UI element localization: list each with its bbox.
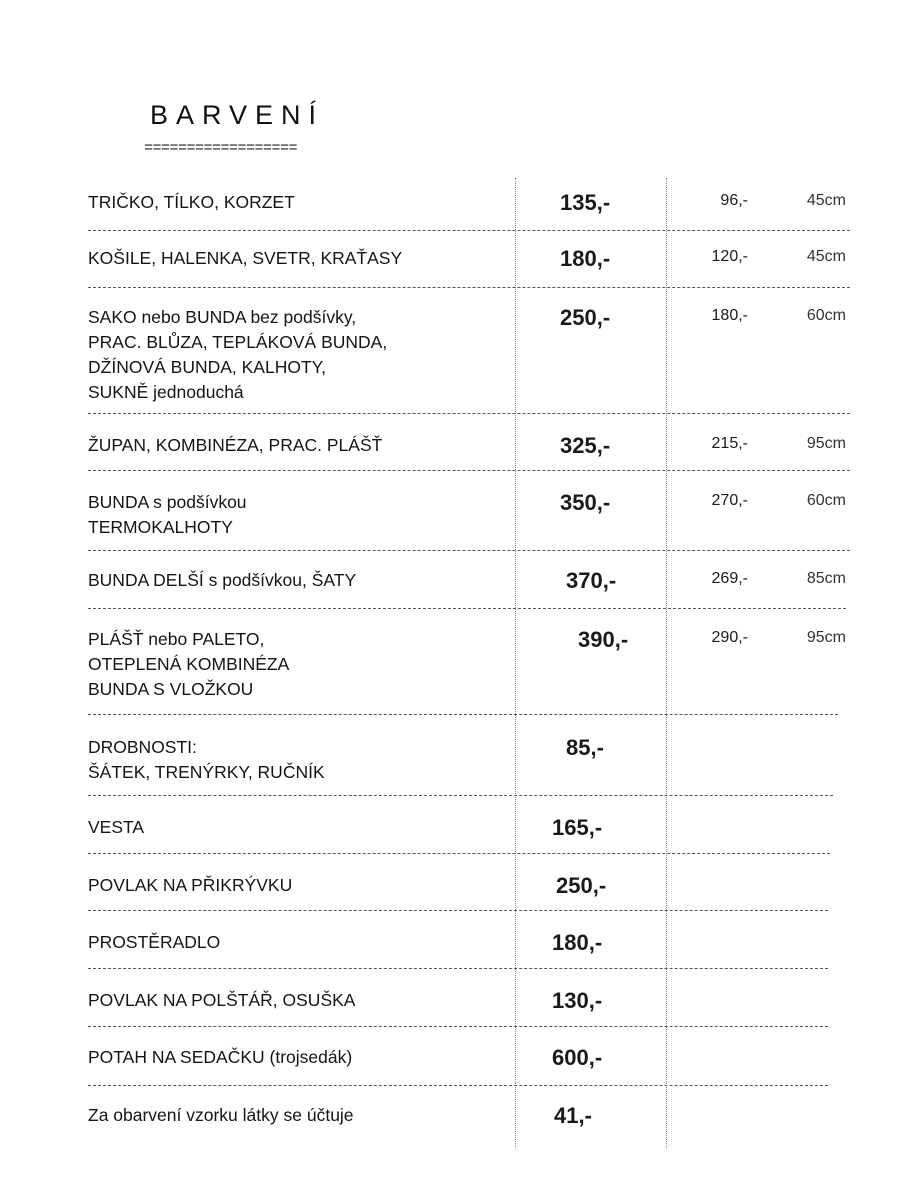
item-name-line: Za obarvení vzorku látky se účtuje xyxy=(88,1105,354,1125)
item-name-line: BUNDA DELŠÍ s podšívkou, ŠATY xyxy=(88,570,357,590)
item-name-line: PLÁŠŤ nebo PALETO, xyxy=(88,629,265,649)
item-price: 135,- xyxy=(560,190,611,215)
item-price: 180,- xyxy=(552,930,603,955)
column-divider-left xyxy=(515,178,516,1148)
item-price: 370,- xyxy=(566,568,617,593)
item-name-line: OTEPLENÁ KOMBINÉZA xyxy=(88,654,290,674)
title-underline: ================== xyxy=(144,140,298,157)
row-separator xyxy=(88,968,828,969)
item-size: 45cm xyxy=(806,192,846,209)
item-name xyxy=(88,988,355,1013)
row-separator xyxy=(88,230,850,231)
item-name xyxy=(88,735,325,785)
item-secondary-price: 120,- xyxy=(711,248,748,265)
item-name-line: TERMOKALHOTY xyxy=(88,517,233,537)
item-size: 85cm xyxy=(806,570,846,587)
item-name xyxy=(88,815,144,840)
row-separator xyxy=(88,1026,828,1027)
item-secondary-price: 290,- xyxy=(711,629,748,646)
item-secondary-price: 269,- xyxy=(711,570,748,587)
item-name-line: PRAC. BLŮZA, TEPLÁKOVÁ BUNDA, xyxy=(88,332,388,352)
item-name xyxy=(88,568,356,593)
item-name-line: VESTA xyxy=(88,817,145,837)
item-size: 60cm xyxy=(806,492,846,509)
item-name-line: ŠÁTEK, TRENÝRKY, RUČNÍK xyxy=(88,762,325,782)
item-secondary-price: 270,- xyxy=(711,492,748,509)
item-name-line: BUNDA S VLOŽKOU xyxy=(88,679,254,699)
item-price: 600,- xyxy=(552,1045,603,1070)
item-name-line: DŽÍNOVÁ BUNDA, KALHOTY, xyxy=(88,357,326,377)
page-title: BARVENÍ xyxy=(150,100,325,130)
item-size: 60cm xyxy=(806,307,846,324)
row-separator xyxy=(88,795,833,796)
item-name-line: POVLAK NA POLŠTÁŘ, OSUŠKA xyxy=(88,990,356,1010)
item-name-line: BUNDA s podšívkou xyxy=(88,492,247,512)
item-price: 250,- xyxy=(560,305,611,330)
item-name-line: PROSTĚRADLO xyxy=(88,932,221,952)
item-name-line: POVLAK NA PŘIKRÝVKU xyxy=(88,875,293,895)
item-name-line: KOŠILE, HALENKA, SVETR, KRAŤASY xyxy=(88,248,403,268)
row-separator xyxy=(88,287,850,288)
item-name xyxy=(88,1103,354,1128)
item-name xyxy=(88,873,292,898)
item-secondary-price: 215,- xyxy=(711,435,748,452)
item-price: 390,- xyxy=(578,627,629,652)
item-name-line: ŽUPAN, KOMBINÉZA, PRAC. PLÁŠŤ xyxy=(88,435,383,455)
item-price: 41,- xyxy=(554,1103,592,1128)
row-separator xyxy=(88,910,828,911)
item-secondary-price: 96,- xyxy=(720,192,748,209)
item-name xyxy=(88,1045,352,1070)
item-name-line: SUKNĚ jednoduchá xyxy=(88,382,244,402)
item-name-line: SAKO nebo BUNDA bez podšívky, xyxy=(88,307,357,327)
item-price: 130,- xyxy=(552,988,603,1013)
item-price: 165,- xyxy=(552,815,603,840)
item-name xyxy=(88,930,220,955)
item-name-line: POTAH NA SEDAČKU (trojsedák) xyxy=(88,1047,353,1067)
item-size: 45cm xyxy=(806,248,846,265)
item-name xyxy=(88,190,295,215)
item-name-line: DROBNOSTI: xyxy=(88,737,197,757)
item-size: 95cm xyxy=(806,629,846,646)
item-name-line: TRIČKO, TÍLKO, KORZET xyxy=(88,192,295,212)
item-name xyxy=(88,246,402,271)
item-name xyxy=(88,433,382,458)
row-separator xyxy=(88,608,846,609)
item-price: 85,- xyxy=(566,735,604,760)
item-name xyxy=(88,627,289,702)
row-separator xyxy=(88,853,830,854)
item-price: 350,- xyxy=(560,490,611,515)
item-name xyxy=(88,305,387,405)
item-price: 325,- xyxy=(560,433,611,458)
item-price: 180,- xyxy=(560,246,611,271)
item-name xyxy=(88,490,247,540)
item-price: 250,- xyxy=(556,873,607,898)
row-separator xyxy=(88,413,850,414)
column-divider-right xyxy=(666,178,667,1148)
row-separator xyxy=(88,1085,828,1086)
item-secondary-price: 180,- xyxy=(711,307,748,324)
item-size: 95cm xyxy=(806,435,846,452)
row-separator xyxy=(88,550,850,551)
row-separator xyxy=(88,714,838,715)
row-separator xyxy=(88,470,850,471)
